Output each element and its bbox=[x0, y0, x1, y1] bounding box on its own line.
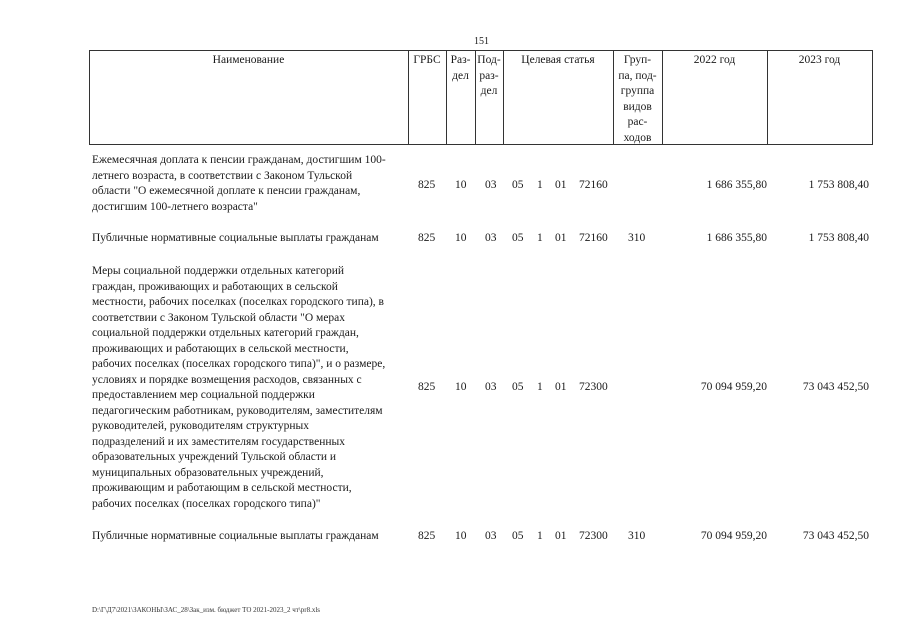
row-2022: 1 686 355,80 bbox=[706, 179, 767, 191]
row-grbs: 825 bbox=[418, 381, 436, 393]
row-target-program: 05 bbox=[512, 530, 524, 542]
row-target-direction: 72300 bbox=[579, 381, 608, 393]
row-target-program: 05 bbox=[512, 381, 524, 393]
header-2023: 2023 год bbox=[798, 54, 841, 66]
row-podrazdel: 03 bbox=[485, 179, 497, 191]
row-grbs: 825 bbox=[418, 530, 436, 542]
row-target-direction: 72160 bbox=[579, 232, 608, 244]
row-target-main: 01 bbox=[555, 381, 567, 393]
row-name: Публичные нормативные социальные выплаты гражданам bbox=[92, 232, 379, 244]
header-2022: 2022 год bbox=[693, 54, 736, 66]
header-name: Наименование bbox=[212, 54, 285, 66]
row-2023: 1 753 808,40 bbox=[808, 232, 869, 244]
header-bottom-border bbox=[89, 144, 873, 145]
row-target-subprogram: 1 bbox=[537, 179, 543, 191]
file-path-footer: D:\Г\Д7\2021\ЗАКОНЫ\ЗАС_28\Зак_изм. бюджет ТО 2021-2023_2 чт\pr8.xls bbox=[92, 606, 321, 614]
row-2022: 70 094 959,20 bbox=[700, 530, 767, 542]
row-2022: 70 094 959,20 bbox=[700, 381, 767, 393]
row-2023: 73 043 452,50 bbox=[802, 530, 869, 542]
row-grbs: 825 bbox=[418, 179, 436, 191]
row-razdel: 10 bbox=[455, 232, 467, 244]
row-name: Ежемесячная доплата к пенсии гражданам, достигшим 100- летнего возраста, в соответствии с Законом Тульской области "О ежемесячной доплате к пенсии гражданам, достигшим 100-летнего возраста" bbox=[92, 154, 386, 213]
row-razdel: 10 bbox=[455, 530, 467, 542]
row-target-program: 05 bbox=[512, 179, 524, 191]
row-group: 310 bbox=[628, 530, 646, 542]
row-target-main: 01 bbox=[555, 530, 567, 542]
header-grbs: ГРБС bbox=[413, 54, 441, 66]
row-target-main: 01 bbox=[555, 232, 567, 244]
header-razdel: Раз- дел bbox=[450, 54, 471, 82]
page-number: 151 bbox=[474, 36, 489, 47]
row-target-direction: 72300 bbox=[579, 530, 608, 542]
row-2022: 1 686 355,80 bbox=[706, 232, 767, 244]
row-podrazdel: 03 bbox=[485, 381, 497, 393]
row-razdel: 10 bbox=[455, 179, 467, 191]
row-2023: 1 753 808,40 bbox=[808, 179, 869, 191]
row-name: Меры социальной поддержки отдельных категорий граждан, проживающих и работающих в сельской местности, рабочих поселках (поселках городского типа), в соответствии с Законом Тульской области "О мерах социальной поддержки отдельных категорий граждан, проживающих и работающих в сельской местности, рабочих поселках (поселках городского типа)", и о размере, условиях и порядке возмещения расходов, связанных с предоставлением мер социальной поддержки педагогическим работникам, руководителям, заместителям руководителей, руководителям структурных подразделений и их заместителям государственных образовательных учреждений Тульской области и муниципальных образовательных учреждений, проживающим и работающим в сельской местности, рабочих поселках (поселках городского типа)" bbox=[92, 265, 386, 510]
row-target-main: 01 bbox=[555, 179, 567, 191]
row-target-direction: 72160 bbox=[579, 179, 608, 191]
header-group: Груп- па, под- группа видов рас- ходов bbox=[618, 54, 657, 144]
row-razdel: 10 bbox=[455, 381, 467, 393]
row-grbs: 825 bbox=[418, 232, 436, 244]
header-podrazdel: Под- раз- дел bbox=[477, 54, 501, 97]
header-top-border bbox=[89, 50, 873, 51]
row-target-program: 05 bbox=[512, 232, 524, 244]
row-target-subprogram: 1 bbox=[537, 530, 543, 542]
header-col-border bbox=[872, 50, 873, 145]
row-podrazdel: 03 bbox=[485, 232, 497, 244]
row-podrazdel: 03 bbox=[485, 530, 497, 542]
row-target-subprogram: 1 bbox=[537, 232, 543, 244]
row-group: 310 bbox=[628, 232, 646, 244]
row-name: Публичные нормативные социальные выплаты гражданам bbox=[92, 530, 379, 542]
header-target: Целевая статья bbox=[521, 54, 595, 66]
row-2023: 73 043 452,50 bbox=[802, 381, 869, 393]
row-target-subprogram: 1 bbox=[537, 381, 543, 393]
